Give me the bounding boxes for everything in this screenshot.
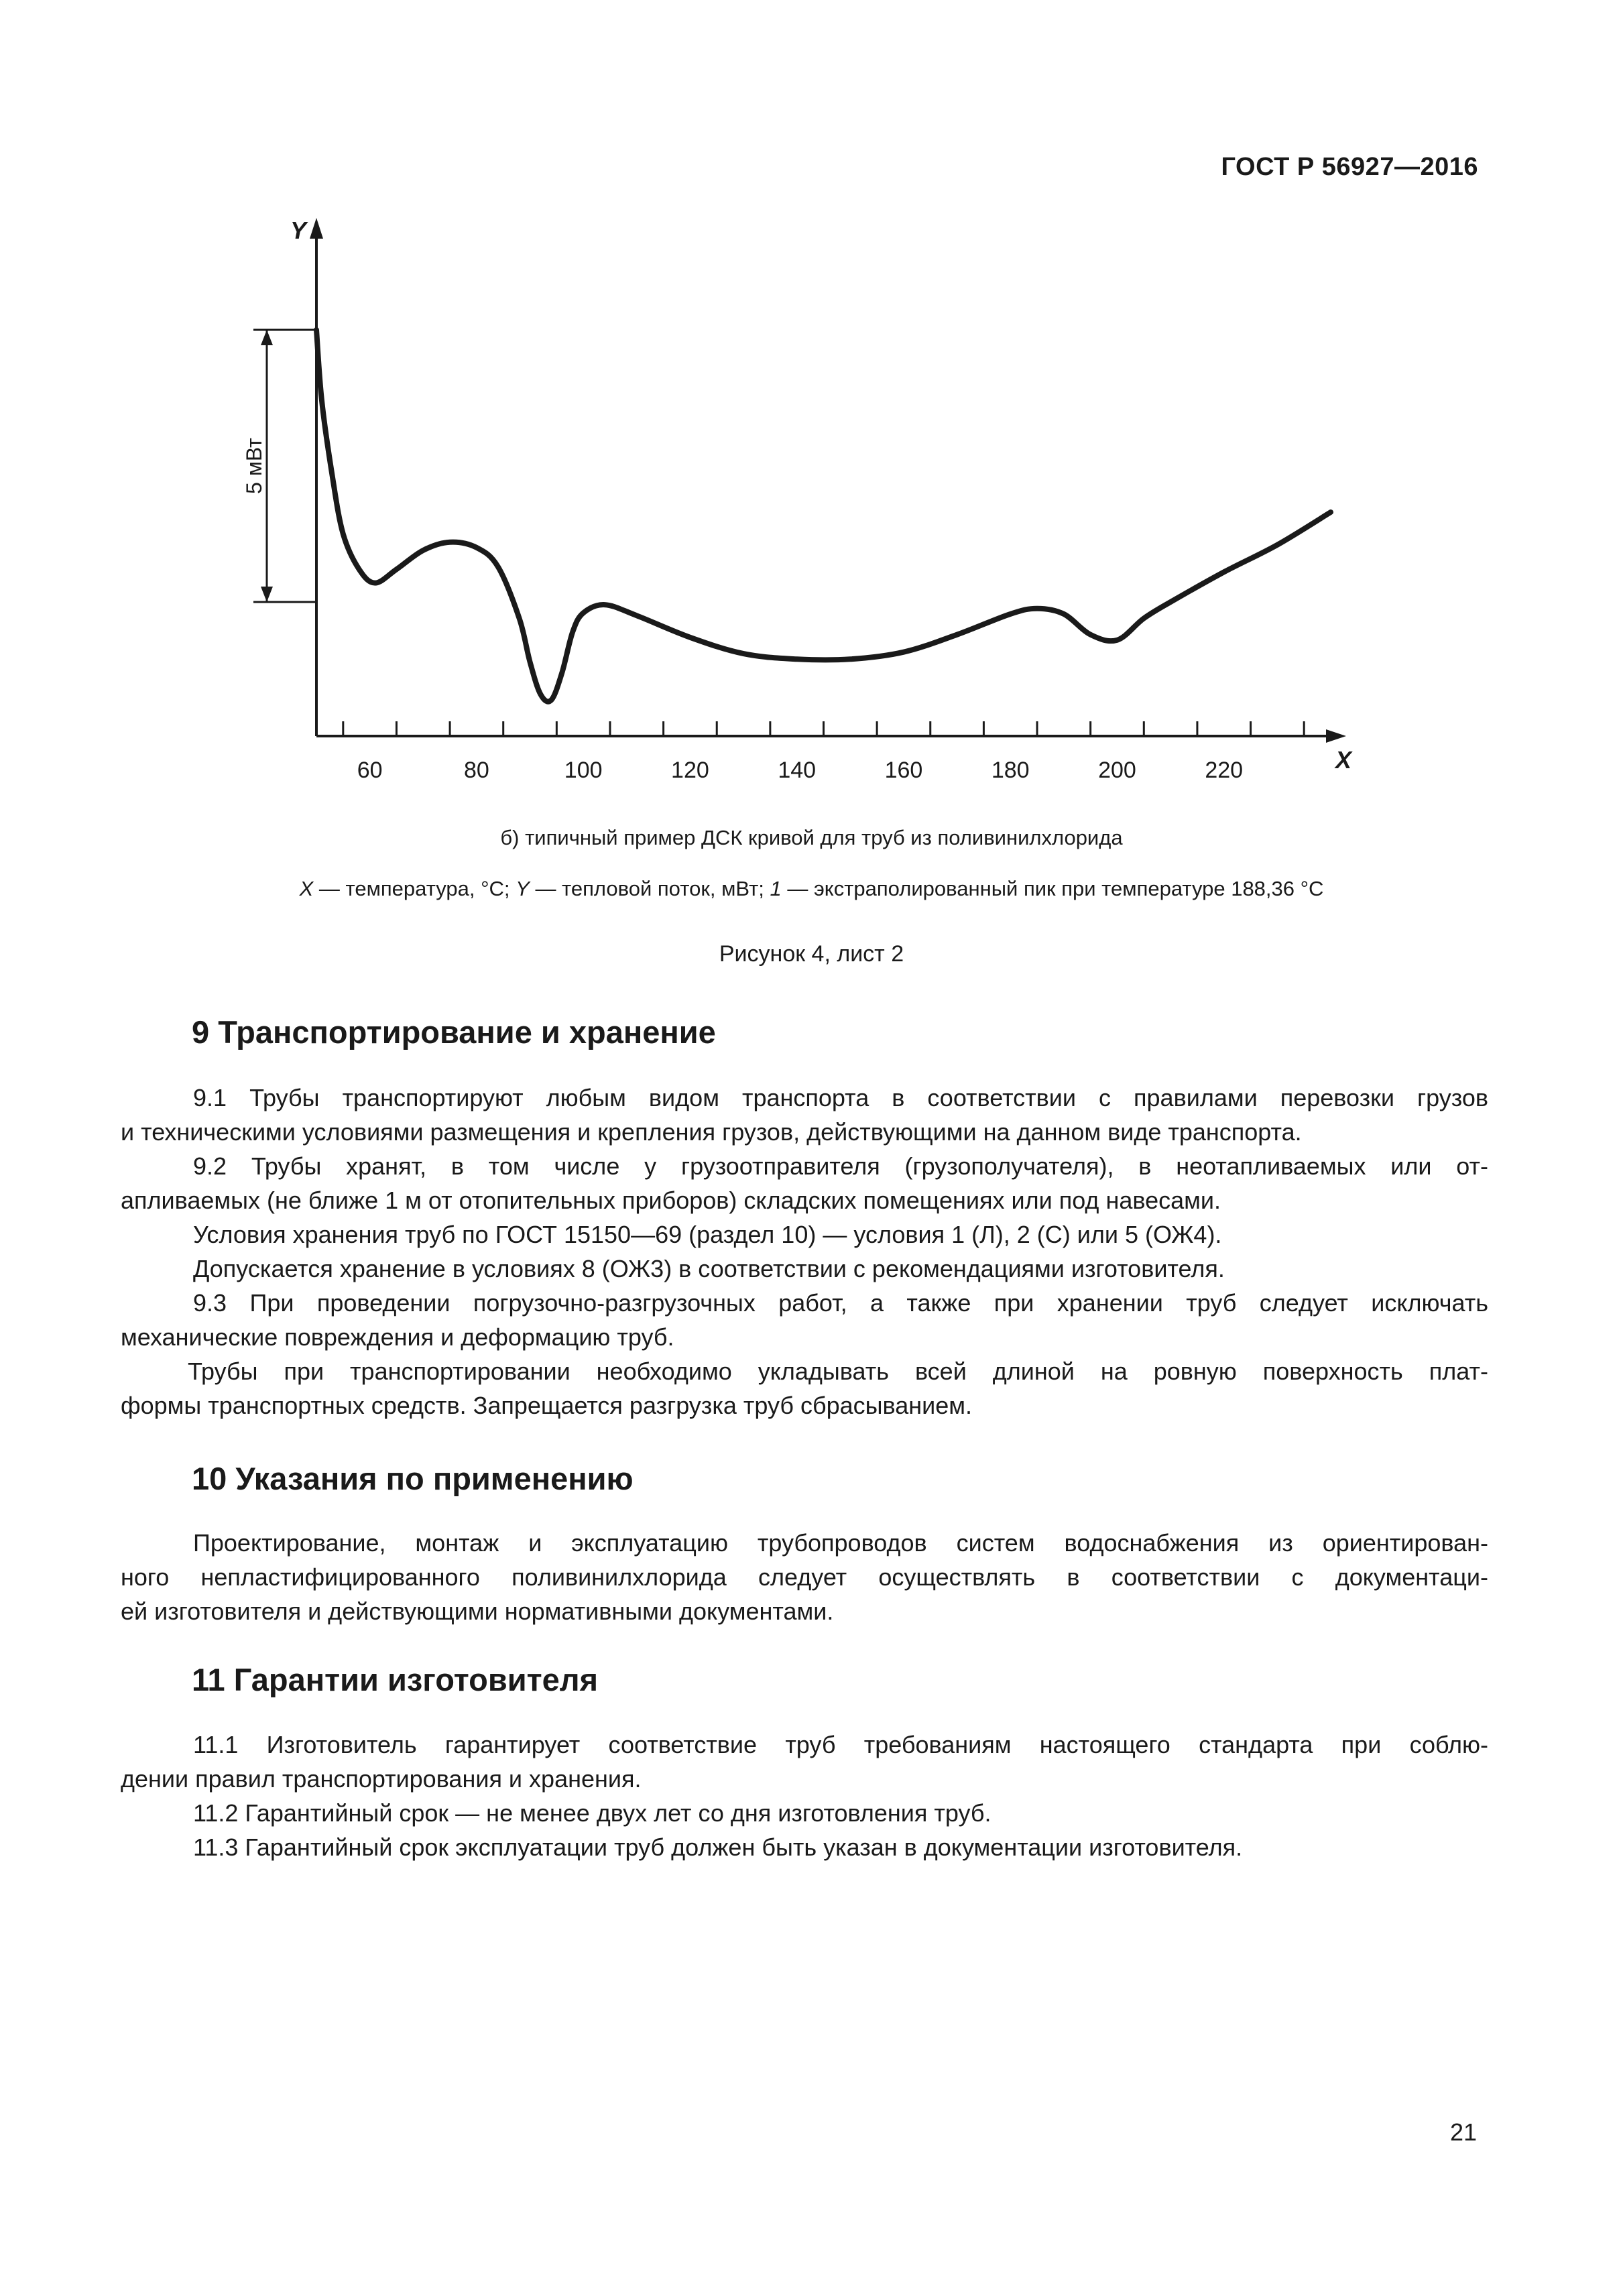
text-line: и техническими условиями размещения и крепления грузов, действующими на данном виде транспорта. bbox=[121, 1118, 1302, 1146]
text-line: механические повреждения и деформацию труб. bbox=[121, 1323, 674, 1351]
x-tick-label: 180 bbox=[991, 758, 1030, 783]
text-line: ей изготовителя и действующими нормативными документами. bbox=[121, 1597, 834, 1625]
paragraph-9-1 bbox=[121, 1081, 1488, 1149]
paragraph-9-2 bbox=[121, 1149, 1488, 1217]
text-line: Проектирование, монтаж и эксплуатацию трубопроводов систем водоснабжения из ориентирован- bbox=[193, 1529, 1488, 1557]
text-line: ного непластифицированного поливинилхлорида следует осуществлять в соответствии с документаци- bbox=[121, 1563, 1488, 1591]
text-line: 11.3 Гарантийный срок эксплуатации труб должен быть указан в документации изготовителя. bbox=[193, 1833, 1243, 1861]
legend-y-text: — тепловой поток, мВт; bbox=[529, 877, 770, 900]
y-axis-arrow bbox=[310, 218, 323, 239]
x-tick-label: 100 bbox=[564, 758, 603, 783]
text-line: 9.2 Трубы хранят, в том числе у грузоотправителя (грузополучателя), в неотапливаемых или от- bbox=[193, 1152, 1488, 1180]
paragraph-storage-conditions bbox=[121, 1217, 1488, 1252]
x-tick-labels bbox=[357, 758, 1243, 783]
x-tick-label: 120 bbox=[671, 758, 709, 783]
text-line: 9.3 При проведении погрузочно-разгрузочных работ, а также при хранении труб следует исключать bbox=[193, 1289, 1488, 1317]
document-code: ГОСТ Р 56927—2016 bbox=[1221, 153, 1478, 181]
legend-y-letter: Y bbox=[516, 877, 530, 900]
dsc-chart bbox=[0, 0, 1623, 804]
paragraph-9-3 bbox=[121, 1286, 1488, 1354]
x-axis-arrow bbox=[1326, 729, 1346, 743]
legend-n-letter: 1 bbox=[770, 877, 782, 900]
text-line: 11.1 Изготовитель гарантирует соответствие труб требованиям настоящего стандарта при соблю- bbox=[193, 1731, 1488, 1758]
x-tick-label: 60 bbox=[357, 758, 383, 783]
paragraph-11-1 bbox=[121, 1728, 1488, 1796]
legend-x-text: — температура, °С; bbox=[313, 877, 516, 900]
x-tick-label: 140 bbox=[778, 758, 817, 783]
text-line: 11.2 Гарантийный срок — не менее двух лет со дня изготовления труб. bbox=[193, 1799, 991, 1827]
x-tick-label: 160 bbox=[884, 758, 923, 783]
y-axis-letter: Y bbox=[290, 217, 307, 244]
section-title-11: 11 Гарантии изготовителя bbox=[192, 1662, 599, 1697]
text-line: дении правил транспортирования и хранения. bbox=[121, 1765, 642, 1793]
x-tick-label: 200 bbox=[1098, 758, 1136, 783]
legend-n-text: — экстраполированный пик при температуре 188,36 °С bbox=[781, 877, 1324, 900]
paragraph-storage-allowed bbox=[121, 1252, 1488, 1286]
paragraph-11-2 bbox=[121, 1796, 1488, 1830]
text-line: Условия хранения труб по ГОСТ 15150—69 (раздел 10) — условия 1 (Л), 2 (С) или 5 (ОЖ4). bbox=[193, 1221, 1222, 1248]
scale-bar-label: 5 мВт bbox=[242, 438, 266, 494]
text-line: Трубы при транспортировании необходимо укладывать всей длиной на ровную поверхность плат- bbox=[188, 1357, 1488, 1385]
dsc-curve-line bbox=[316, 330, 1331, 702]
paragraph-transport-laying bbox=[121, 1354, 1488, 1423]
paragraph-11-3 bbox=[121, 1830, 1488, 1864]
paragraph-10 bbox=[121, 1526, 1488, 1628]
text-line: Допускается хранение в условиях 8 (ОЖ3) в соответствии с рекомендациями изготовителя. bbox=[193, 1255, 1225, 1282]
text-line: 9.1 Трубы транспортируют любым видом транспорта в соответствии с правилами перевозки грузов bbox=[193, 1084, 1488, 1111]
figure-legend bbox=[0, 877, 1623, 901]
legend-x-letter: X bbox=[299, 877, 314, 900]
text-line: формы транспортных средств. Запрещается разгрузка труб сбрасыванием. bbox=[121, 1392, 973, 1419]
section-title-10: 10 Указания по применению bbox=[192, 1461, 634, 1496]
x-tick-label: 220 bbox=[1205, 758, 1244, 783]
x-axis-letter: X bbox=[1335, 746, 1352, 774]
text-line: апливаемых (не ближе 1 м от отопительных приборов) складских помещениях или под навесами. bbox=[121, 1187, 1221, 1214]
figure-subcaption: б) типичный пример ДСК кривой для труб из поливинилхлорида bbox=[500, 826, 1123, 849]
x-axis-ticks bbox=[343, 721, 1304, 736]
page-number: 21 bbox=[1449, 2118, 1477, 2146]
figure-caption: Рисунок 4, лист 2 bbox=[719, 941, 904, 967]
section-title-9: 9 Транспортирование и хранение bbox=[192, 1014, 716, 1050]
x-tick-label: 80 bbox=[463, 758, 489, 783]
